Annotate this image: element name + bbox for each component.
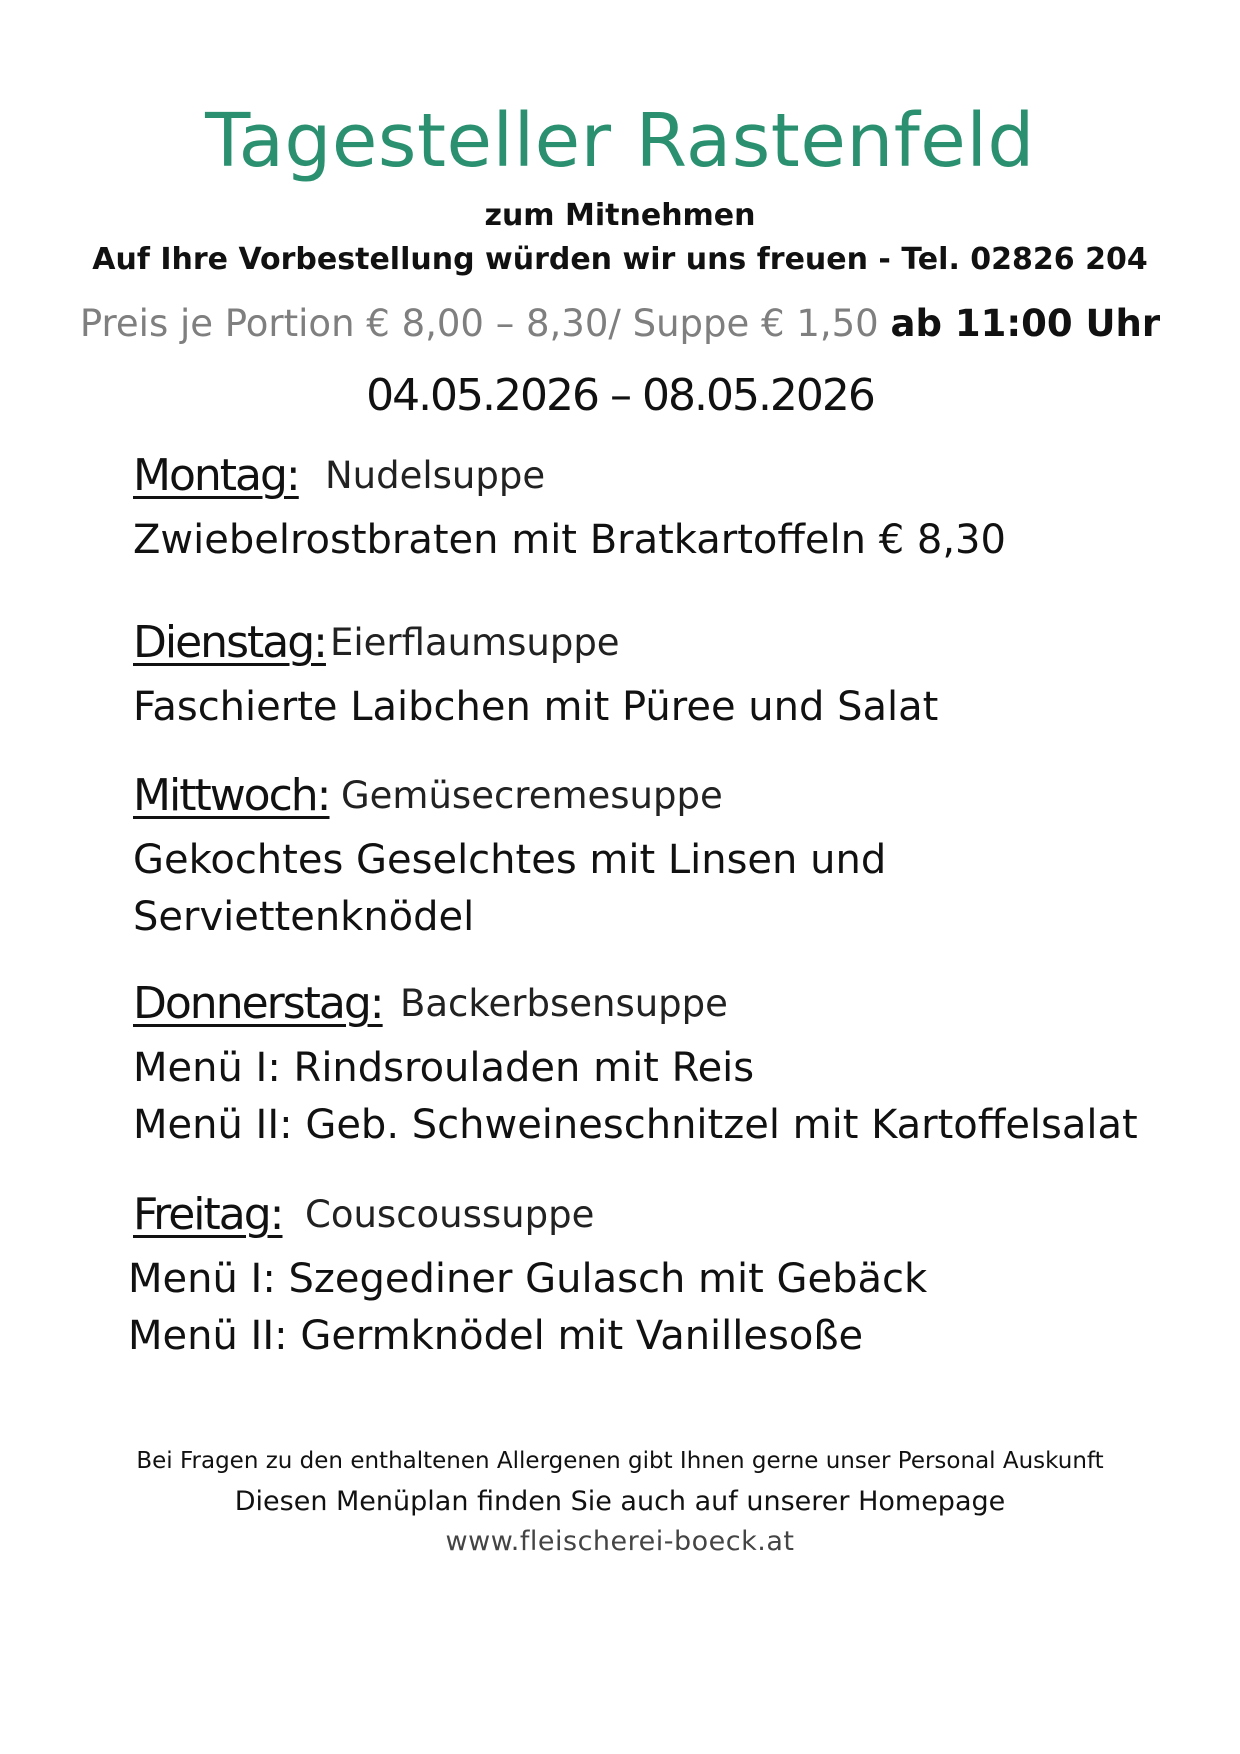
dish-wednesday-1: Gekochtes Geselchtes mit Linsen und — [133, 837, 887, 883]
soup-friday: Couscoussuppe — [305, 1193, 595, 1236]
homepage-note: Diesen Menüplan finden Sie auch auf unserer Homepage — [234, 1486, 1006, 1517]
website-link[interactable]: www.fleischerei-boeck.at — [445, 1526, 795, 1557]
price-line — [0, 300, 1240, 348]
price-text: Preis je Portion € 8,00 – 8,30/ Suppe € 1,50 — [79, 302, 879, 345]
day-label-friday: Freitag: — [133, 1189, 283, 1240]
dish-monday-1: Zwiebelrostbraten mit Bratkartoffeln € 8,30 — [133, 517, 1006, 563]
soup-monday: Nudelsuppe — [325, 454, 546, 497]
date-range: 04.05.2026 – 08.05.2026 — [366, 370, 874, 421]
day-label-thursday: Donnerstag: — [133, 978, 383, 1029]
subtitle: zum Mitnehmen — [484, 198, 756, 233]
dish-wednesday-2: Serviettenknödel — [133, 894, 475, 940]
soup-tuesday: Eierflaumsuppe — [330, 621, 620, 664]
order-note: Auf Ihre Vorbestellung würden wir uns freuen - Tel. 02826 204 — [92, 242, 1148, 277]
dish-thursday-1: Menü I: Rindsrouladen mit Reis — [133, 1045, 755, 1091]
day-label-wednesday: Mittwoch: — [133, 770, 330, 821]
soup-wednesday: Gemüsecremesuppe — [341, 774, 723, 817]
dish-friday-2: Menü II: Germknödel mit Vanillesoße — [128, 1313, 864, 1359]
day-label-tuesday: Dienstag: — [133, 617, 326, 668]
allergen-note: Bei Fragen zu den enthaltenen Allergenen gibt Ihnen gerne unser Personal Auskunft — [136, 1448, 1104, 1474]
page-title: Tagesteller Rastenfeld — [205, 98, 1035, 184]
dish-thursday-2: Menü II: Geb. Schweineschnitzel mit Kartoffelsalat — [133, 1102, 1138, 1148]
dish-tuesday-1: Faschierte Laibchen mit Püree und Salat — [133, 684, 939, 730]
day-label-monday: Montag: — [133, 450, 299, 501]
soup-thursday: Backerbsensuppe — [400, 982, 728, 1025]
dish-friday-1: Menü I: Szegediner Gulasch mit Gebäck — [128, 1256, 928, 1302]
time-text: ab 11:00 Uhr — [890, 302, 1161, 345]
